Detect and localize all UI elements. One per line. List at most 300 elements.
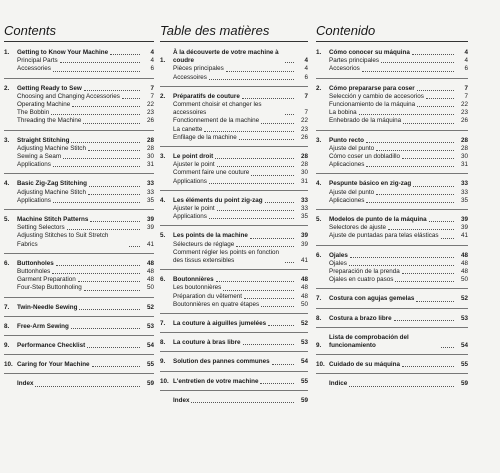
page-number: 59	[460, 380, 468, 388]
page-number: 39	[146, 224, 154, 232]
toc-chapter-entry[interactable]	[160, 339, 308, 347]
toc-subentry[interactable]	[160, 117, 308, 125]
page-number: 33	[300, 205, 308, 213]
page-number: 39	[460, 216, 468, 224]
toc-chapter-entry[interactable]	[4, 380, 154, 388]
toc-section	[316, 294, 468, 308]
subentry-title: Adjusting Machine Stitch	[17, 188, 86, 196]
toc-subentry[interactable]	[4, 197, 154, 205]
leader-dots	[60, 62, 140, 63]
toc-chapter-entry[interactable]	[4, 137, 154, 145]
leader-dots	[84, 90, 140, 91]
chapter-title: Boutonnières	[173, 276, 214, 284]
toc-chapter-entry[interactable]	[4, 260, 154, 268]
subentry-title: Sewing a Seam	[17, 153, 62, 161]
leader-dots	[216, 281, 294, 282]
toc-section	[316, 333, 468, 355]
chapter-number: 9.	[160, 358, 166, 366]
leader-dots	[417, 106, 454, 107]
leader-dots	[402, 366, 454, 367]
leader-dots	[53, 202, 140, 203]
leader-dots	[217, 210, 294, 211]
leader-dots	[122, 98, 140, 99]
toc-subentry[interactable]	[316, 161, 468, 169]
page-number: 52	[300, 320, 308, 328]
subentry-title: Choosing and Changing Accessories	[17, 92, 120, 100]
chapter-title: Indice	[329, 380, 348, 388]
chapter-number: 8.	[4, 322, 10, 330]
toc-chapter-entry[interactable]	[316, 334, 468, 350]
leader-dots	[236, 246, 294, 247]
subentry-title: Accessories	[17, 65, 51, 73]
toc-chapter-entry[interactable]	[160, 93, 308, 101]
leader-dots	[53, 166, 140, 167]
toc-chapter-entry[interactable]	[4, 342, 154, 350]
toc-chapter-entry[interactable]	[316, 295, 468, 303]
leader-dots	[244, 298, 294, 299]
toc-chapter-entry[interactable]	[316, 137, 468, 145]
toc-chapter-entry[interactable]	[160, 153, 308, 161]
subentry-title: Funcionamiento de la máquina	[329, 101, 416, 109]
leader-dots	[83, 123, 140, 124]
page-number: 7	[464, 84, 468, 92]
chapter-title: Performance Checklist	[17, 342, 86, 350]
toc-subentry[interactable]	[316, 93, 468, 101]
toc-chapter-entry[interactable]	[4, 323, 154, 331]
subentry-title: Applications	[173, 177, 207, 185]
leader-dots	[209, 218, 294, 219]
page-number: 41	[146, 240, 154, 248]
toc-chapter-entry[interactable]	[160, 49, 308, 65]
page-number: 30	[300, 169, 308, 177]
subentry-title: Ajuste de puntadas para telas elásticas	[329, 232, 439, 240]
page-number: 28	[146, 136, 154, 144]
chapter-number: 9.	[316, 342, 322, 350]
toc-subentry[interactable]	[4, 65, 154, 73]
subentry-title: Cómo coser un dobladillo	[329, 153, 401, 161]
page-number: 48	[460, 259, 468, 267]
toc-chapter-entry[interactable]	[316, 216, 468, 224]
leader-dots	[56, 265, 140, 266]
subentry-title: Comment faire une couture	[173, 169, 250, 177]
toc-subentry[interactable]	[316, 189, 468, 197]
toc-chapter-entry[interactable]	[4, 85, 154, 93]
page-number: 4	[304, 65, 308, 73]
page-number: 48	[146, 259, 154, 267]
subentry-title: Boutonnières en quatre étapes	[173, 300, 260, 308]
toc-section	[160, 377, 308, 391]
page-number: 53	[146, 322, 154, 330]
toc-chapter-entry[interactable]	[160, 197, 308, 205]
chapter-number: 7.	[160, 320, 166, 328]
column-english	[4, 24, 154, 393]
subentry-title: Buttonholes	[17, 268, 51, 276]
chapter-title: Modelos de punto de la máquina	[329, 216, 427, 224]
toc-subentry[interactable]	[160, 65, 308, 73]
leader-dots	[366, 202, 454, 203]
toc-subentry[interactable]	[160, 178, 308, 186]
toc-section	[160, 231, 308, 270]
leader-dots	[226, 71, 294, 72]
chapter-title: Les éléments du point zig-zag	[173, 196, 263, 204]
toc-subentry[interactable]	[316, 57, 468, 65]
leader-dots	[84, 290, 140, 291]
toc-section	[160, 319, 308, 333]
toc-subentry[interactable]	[4, 57, 154, 65]
chapter-number: 6.	[4, 259, 10, 267]
toc-subentry[interactable]	[4, 284, 154, 292]
toc-section	[316, 251, 468, 290]
leader-dots	[87, 347, 140, 348]
toc-section	[4, 48, 154, 79]
page-number: 23	[146, 109, 154, 117]
page-number: 7	[150, 84, 154, 92]
leader-dots	[79, 309, 140, 310]
chapter-number: 7.	[4, 303, 10, 311]
toc-subentry[interactable]	[160, 249, 308, 265]
page-number: 39	[300, 232, 308, 240]
leader-dots	[350, 257, 454, 258]
leader-dots	[88, 150, 140, 151]
chapter-number: 10.	[316, 361, 325, 369]
leader-dots	[376, 194, 454, 195]
chapter-title: Costura con agujas gemelas	[329, 295, 415, 303]
toc-subentry[interactable]	[316, 224, 468, 232]
toc-section	[4, 379, 154, 392]
toc-section	[4, 179, 154, 210]
toc-section	[160, 357, 308, 371]
toc-chapter-entry[interactable]	[160, 232, 308, 240]
chapter-title: Index	[173, 396, 190, 404]
page-number: 48	[300, 292, 308, 300]
page-number: 7	[304, 109, 308, 117]
chapter-number: 7.	[316, 295, 322, 303]
toc-section	[160, 338, 308, 352]
subentry-title: Aplicaciones	[329, 196, 365, 204]
toc-subentry[interactable]	[160, 241, 308, 249]
subentry-title: Applications	[173, 213, 207, 221]
toc-section	[316, 179, 468, 210]
toc-subentry[interactable]	[160, 213, 308, 221]
toc-subentry[interactable]	[4, 145, 154, 153]
leader-dots	[89, 186, 140, 187]
toc-chapter-entry[interactable]	[4, 49, 154, 57]
page-number: 50	[460, 276, 468, 284]
toc-subentry[interactable]	[316, 101, 468, 109]
column-title: Contenido	[316, 24, 468, 42]
leader-dots	[381, 62, 454, 63]
leader-dots	[261, 306, 294, 307]
leader-dots	[429, 221, 454, 222]
page-number: 54	[146, 342, 154, 350]
toc-section	[4, 84, 154, 131]
leader-dots	[285, 114, 294, 115]
subentry-title: Ojales en cuatro pasos	[329, 276, 394, 284]
leader-dots	[90, 221, 140, 222]
subentry-title: The Bobbin	[17, 109, 50, 117]
page-number: 22	[300, 117, 308, 125]
chapter-title: La couture à bras libre	[173, 339, 241, 347]
toc-subentry[interactable]	[4, 93, 154, 101]
page-number: 33	[460, 180, 468, 188]
toc-subentry[interactable]	[4, 117, 154, 125]
page-number: 7	[150, 92, 154, 100]
subentry-title: Accessoires	[173, 73, 207, 81]
toc-section	[316, 360, 468, 374]
toc-section	[316, 314, 468, 328]
leader-dots	[67, 229, 140, 230]
toc-chapter-entry[interactable]	[4, 304, 154, 312]
page-number: 52	[460, 295, 468, 303]
leader-dots	[441, 238, 454, 239]
toc-section	[4, 136, 154, 175]
page-number: 35	[146, 196, 154, 204]
leader-dots	[413, 186, 454, 187]
toc-chapter-entry[interactable]	[160, 276, 308, 284]
subentry-title: Ajuster le point	[173, 205, 215, 213]
toc-subentry[interactable]	[160, 293, 308, 301]
toc-subentry[interactable]	[316, 268, 468, 276]
chapter-title: Machine Stitch Patterns	[17, 216, 89, 224]
leader-dots	[403, 123, 454, 124]
leader-dots	[250, 238, 294, 239]
toc-section	[4, 215, 154, 254]
page-number: 33	[460, 188, 468, 196]
leader-dots	[35, 386, 140, 387]
page-number: 31	[146, 161, 154, 169]
subentry-title: Accesorios	[329, 65, 360, 73]
toc-subentry[interactable]	[316, 232, 468, 240]
subentry-title: Les boutonnières	[173, 284, 222, 292]
leader-dots	[92, 366, 140, 367]
leader-dots	[217, 166, 294, 167]
page-number: 4	[304, 57, 308, 65]
toc-subentry[interactable]	[160, 74, 308, 82]
toc-subentry[interactable]	[4, 161, 154, 169]
leader-dots	[402, 158, 454, 159]
toc-chapter-entry[interactable]	[316, 315, 468, 323]
page-number: 50	[146, 284, 154, 292]
page-number: 41	[300, 257, 308, 265]
leader-dots	[402, 273, 454, 274]
column-spanish	[316, 24, 468, 393]
chapter-title: Cuidado de su máquina	[329, 361, 401, 369]
toc-section	[316, 215, 468, 246]
toc-subentry[interactable]	[160, 134, 308, 142]
toc-chapter-entry[interactable]	[160, 320, 308, 328]
page-number: 39	[300, 240, 308, 248]
chapter-title: Straight Stitching	[17, 136, 70, 144]
chapter-number: 1.	[160, 57, 166, 65]
toc-subentry[interactable]	[316, 260, 468, 268]
page-number: 31	[300, 177, 308, 185]
toc-subentry[interactable]	[160, 205, 308, 213]
toc-subentry[interactable]	[4, 109, 154, 117]
toc-subentry[interactable]	[4, 153, 154, 161]
leader-dots	[204, 131, 294, 132]
page-number: 26	[300, 133, 308, 141]
chapter-title: Index	[17, 380, 34, 388]
page-number: 26	[460, 117, 468, 125]
toc-subentry[interactable]	[160, 126, 308, 134]
chapter-title: La couture à aiguilles jumelées	[173, 320, 267, 328]
toc-subentry[interactable]	[4, 189, 154, 197]
chapter-title: Getting Ready to Sew	[17, 84, 82, 92]
chapter-number: 4.	[4, 180, 10, 188]
leader-dots	[417, 90, 454, 91]
toc-subentry[interactable]	[4, 268, 154, 276]
subentry-title: Four-Step Buttonholing	[17, 284, 82, 292]
leader-dots	[388, 229, 454, 230]
chapter-number: 2.	[316, 84, 322, 92]
toc-chapter-entry[interactable]	[160, 397, 308, 405]
toc-section	[4, 360, 154, 374]
page-number: 4	[464, 49, 468, 56]
subentry-title: La canette	[173, 125, 203, 133]
toc-chapter-entry[interactable]	[4, 216, 154, 224]
toc-subentry[interactable]	[4, 101, 154, 109]
page-number: 33	[146, 188, 154, 196]
page-number: 6	[150, 65, 154, 73]
page-number: 6	[464, 65, 468, 73]
page-number: 59	[146, 380, 154, 388]
chapter-title: Cómo conocer su máquina	[329, 49, 410, 56]
page-number: 54	[300, 358, 308, 366]
leader-dots	[78, 281, 140, 282]
toc-section	[160, 48, 308, 87]
page-number: 4	[464, 57, 468, 65]
chapter-number: 6.	[316, 251, 322, 259]
leader-dots	[394, 320, 454, 321]
chapter-title: Getting to Know Your Machine	[17, 49, 109, 56]
leader-dots	[71, 328, 140, 329]
toc-chapter-entry[interactable]	[316, 380, 468, 388]
leader-dots	[215, 158, 294, 159]
subentry-title: Applications	[17, 196, 51, 204]
chapter-title: Basic Zig-Zag Stitching	[17, 180, 87, 188]
page-number: 48	[146, 276, 154, 284]
subentry-title: Sélecteurs de réglage	[173, 240, 235, 248]
page-number: 31	[460, 161, 468, 169]
leader-dots	[251, 175, 294, 176]
toc-chapter-entry[interactable]	[316, 361, 468, 369]
subentry-title: Aplicaciones	[329, 161, 365, 169]
toc-subentry[interactable]	[160, 301, 308, 309]
toc-subentry[interactable]	[4, 276, 154, 284]
toc-chapter-entry[interactable]	[316, 49, 468, 57]
toc-section	[160, 152, 308, 191]
toc-section	[160, 275, 308, 314]
leader-dots	[51, 114, 140, 115]
leader-dots	[52, 273, 140, 274]
toc-chapter-entry[interactable]	[4, 361, 154, 369]
toc-subentry[interactable]	[160, 161, 308, 169]
subentry-title: Comment choisir et changer les accessoires	[173, 101, 262, 117]
page-number: 23	[300, 125, 308, 133]
leader-dots	[349, 265, 454, 266]
leader-dots	[412, 54, 454, 55]
toc-section	[316, 48, 468, 79]
chapter-title: Lista de comprobación del funcionamiento	[329, 333, 409, 350]
toc-subentry[interactable]	[316, 153, 468, 161]
toc-chapter-entry[interactable]	[4, 180, 154, 188]
toc-section	[4, 259, 154, 298]
toc-chapter-entry[interactable]	[316, 85, 468, 93]
page-number: 39	[460, 224, 468, 232]
leader-dots	[191, 402, 294, 403]
toc-subentry[interactable]	[4, 232, 154, 248]
subentry-title: Selección y cambio de accesorios	[329, 92, 424, 100]
page-number: 23	[460, 109, 468, 117]
leader-dots	[71, 142, 140, 143]
subentry-title: Adjusting Machine Stitch	[17, 144, 86, 152]
page-number: 48	[300, 276, 308, 284]
leader-dots	[366, 142, 454, 143]
subentry-title: Ojales	[329, 259, 347, 267]
leader-dots	[260, 383, 294, 384]
toc-subentry[interactable]	[316, 276, 468, 284]
chapter-title: Pespunte básico en zig-zag	[329, 180, 412, 188]
chapter-title: Solution des pannes communes	[173, 358, 270, 366]
toc-subentry[interactable]	[160, 101, 308, 117]
leader-dots	[272, 364, 294, 365]
toc-subentry[interactable]	[4, 224, 154, 232]
page-number: 53	[300, 339, 308, 347]
leader-dots	[441, 347, 454, 348]
page-number: 48	[460, 268, 468, 276]
leader-dots	[129, 246, 140, 247]
leader-dots	[88, 194, 140, 195]
toc-subentry[interactable]	[316, 109, 468, 117]
subentry-title: Enfilage de la machine	[173, 133, 237, 141]
column-french	[160, 24, 308, 409]
page-number: 35	[300, 213, 308, 221]
subentry-title: Comment régler les points en fonction des tissus extensibles	[173, 248, 280, 265]
page-number: 28	[460, 136, 468, 144]
chapter-title: Cómo prepararse para coser	[329, 84, 415, 92]
chapter-title: Buttonholes	[17, 259, 54, 267]
page-number: 28	[300, 153, 308, 161]
chapter-number: 1.	[316, 49, 322, 56]
toc-subentry[interactable]	[316, 117, 468, 125]
toc-subentry[interactable]	[160, 284, 308, 292]
subentry-title: Adjusting Stitches to Suit Stretch Fabrics	[17, 232, 109, 248]
toc-chapter-entry[interactable]	[316, 252, 468, 260]
subentry-title: Ajuster le point	[173, 161, 215, 169]
toc-section	[160, 396, 308, 409]
leader-dots	[209, 79, 294, 80]
leader-dots	[395, 281, 454, 282]
chapter-number: 3.	[160, 153, 166, 161]
toc-subentry[interactable]	[316, 65, 468, 73]
toc-subentry[interactable]	[160, 169, 308, 177]
page-number: 41	[460, 232, 468, 240]
chapter-title: Préparatifs de couture	[173, 92, 240, 100]
page-number: 4	[150, 57, 154, 65]
chapter-title: Free-Arm Sewing	[17, 322, 69, 330]
toc-subentry[interactable]	[316, 145, 468, 153]
leader-dots	[53, 71, 140, 72]
toc-chapter-entry[interactable]	[316, 180, 468, 188]
chapter-number: 5.	[160, 232, 166, 240]
page-number: 7	[464, 92, 468, 100]
page-number: 50	[300, 300, 308, 308]
column-title: Contents	[4, 24, 154, 42]
toc-subentry[interactable]	[316, 197, 468, 205]
leader-dots	[242, 98, 294, 99]
toc-chapter-entry[interactable]	[160, 358, 308, 366]
toc-chapter-entry[interactable]	[160, 378, 308, 386]
